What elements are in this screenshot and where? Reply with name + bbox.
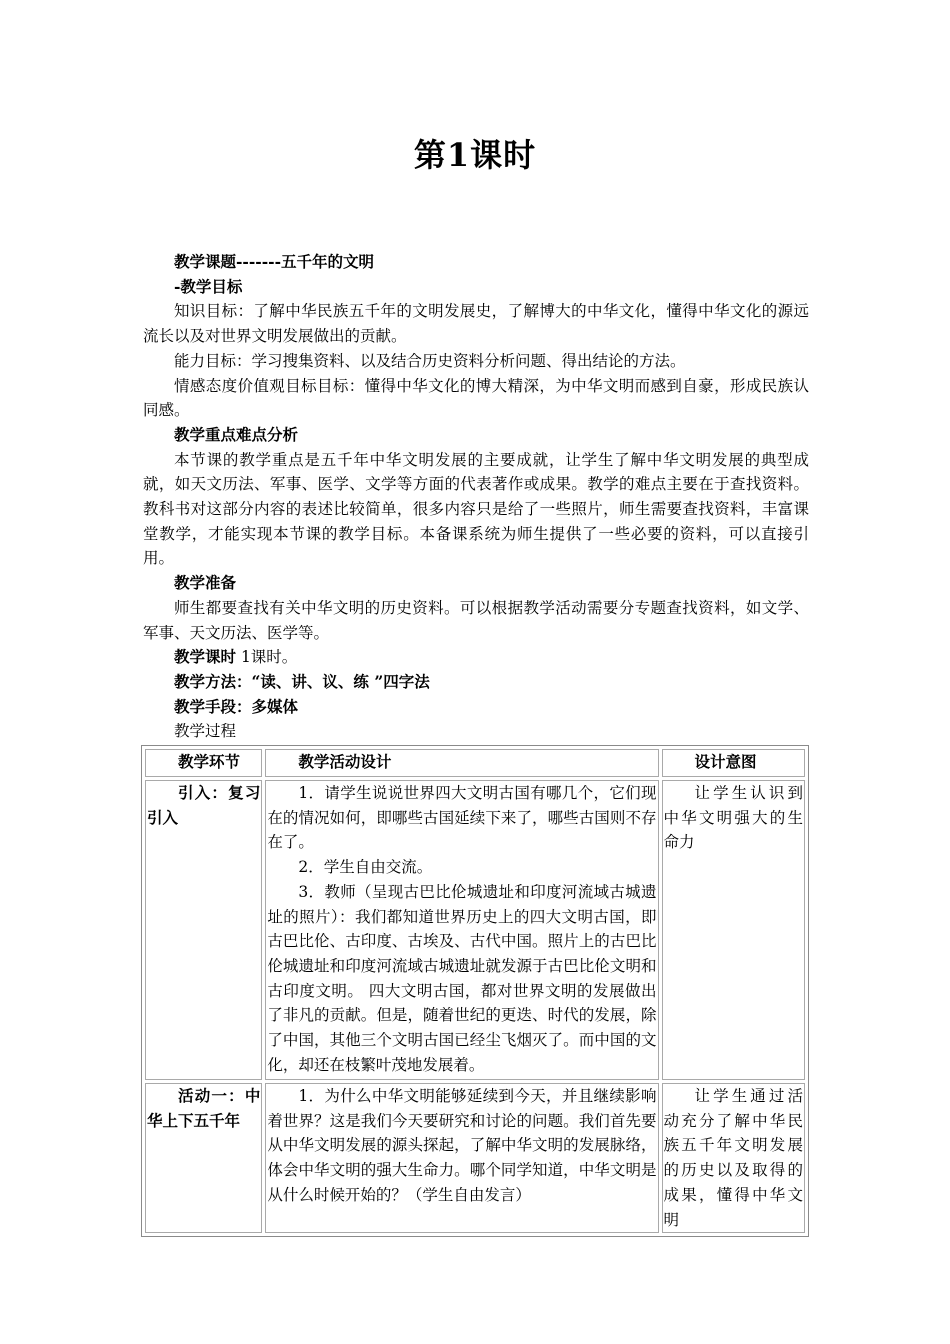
intent-cell: 让学生认识到中华文明强大的生命力: [662, 780, 805, 1080]
page-title: 第1课时: [413, 136, 537, 174]
teaching-hours-value: 1课时。: [236, 648, 298, 667]
activity-cell: [265, 1083, 658, 1233]
header-intent: 设计意图: [662, 749, 805, 777]
goal-ability: 能力目标：学习搜集资料、以及结合历史资料分析问题、得出结论的方法。: [174, 351, 686, 370]
intent-cell: 让学生通过活动充分了解中华民族五千年文明发展的历史以及取得的成果，懂得中华文明: [662, 1083, 805, 1233]
activity-item: 1．请学生说说世界四大文明古国有哪几个，它们现在的情况如何，即哪些古国延续下来了，哪些古国则不存在了。: [267, 784, 657, 852]
goal-emotion: 情感态度价值观目标目标：懂得中华文化的博大精深，为中华文明而感到自豪，形成民族认同感。: [143, 376, 809, 420]
stage-cell: 引入：复习引入: [145, 780, 262, 1080]
teaching-process: 教学过程: [174, 722, 237, 741]
lesson-topic: 教学课题-------五千年的文明: [174, 252, 375, 271]
table-row: [145, 1083, 805, 1233]
key-points-heading: 教学重点难点分析: [174, 424, 299, 444]
preparation-heading: 教学准备: [174, 573, 237, 593]
table-header-row: [145, 749, 805, 777]
goal-knowledge: 知识目标：了解中华民族五千年的文明发展史，了解博大的中华文化，懂得中华文化的源远流长以及对世界文明发展做出的贡献。: [143, 302, 809, 346]
lesson-table: [141, 745, 809, 1237]
activity-cell: [265, 780, 658, 1080]
goals-heading: -教学目标: [174, 276, 243, 296]
header-activity: 教学活动设计: [265, 749, 658, 777]
activity-item: 2．学生自由交流。: [298, 858, 433, 877]
header-stage: 教学环节: [145, 749, 262, 777]
key-points-text: 本节课的教学重点是五千年中华文明发展的主要成就，让学生了解中华文明发展的典型成就，如天文历法、军事、医学、文学等方面的代表著作或成果。教学的难点主要在于查找资料。教科书对这部分内容的表述比较简单，很多内容只是给了一些照片，师生需要查找资料，丰富课堂教学，才能实现本节课的教学目标。本备课系统为师生提供了一些必要的资料，可以直接引用。: [143, 450, 809, 568]
teaching-hours: [143, 645, 809, 670]
teaching-hours-label: 教学课时: [174, 647, 237, 667]
activity-item: 3．教师（呈现古巴比伦城遗址和印度河流域古城遗址的照片）：我们都知道世界历史上的四大文明古国，即古巴比伦、古印度、古埃及、古代中国。照片上的古巴比伦城遗址和印度河流域古城遗址就发源于古巴比伦文明和古印度文明。 四大文明古国，都对世界文明的发展做出了非凡的贡献。但是，随着世纪的更迭、时代的发展，除了中国，其他三个文明古国已经尘飞烟灭了。而中国的文化，却还在枝繁叶茂地发展着。: [267, 882, 657, 1074]
stage-cell: 活动一：中华上下五千年: [145, 1083, 262, 1233]
document-body: [143, 250, 809, 744]
preparation-text: 师生都要查找有关中华文明的历史资料。可以根据教学活动需要分专题查找资料，如文学、军事、天文历法、医学等。: [143, 598, 809, 642]
table-row: [145, 780, 805, 1080]
teaching-means: 教学手段：多媒体: [174, 696, 299, 716]
activity-item: 1．为什么中华文明能够延续到今天，并且继续影响着世界？这是我们今天要研究和讨论的问题。我们首先要从中华文明发展的源头探起，了解中华文明的发展脉络，体会中华文明的强大生命力。哪个同学知道，中华文明是从什么时候开始的？（学生自由发言）: [267, 1087, 657, 1204]
teaching-method: 教学方法：“读、讲、议、练 ”四字法: [174, 671, 430, 691]
